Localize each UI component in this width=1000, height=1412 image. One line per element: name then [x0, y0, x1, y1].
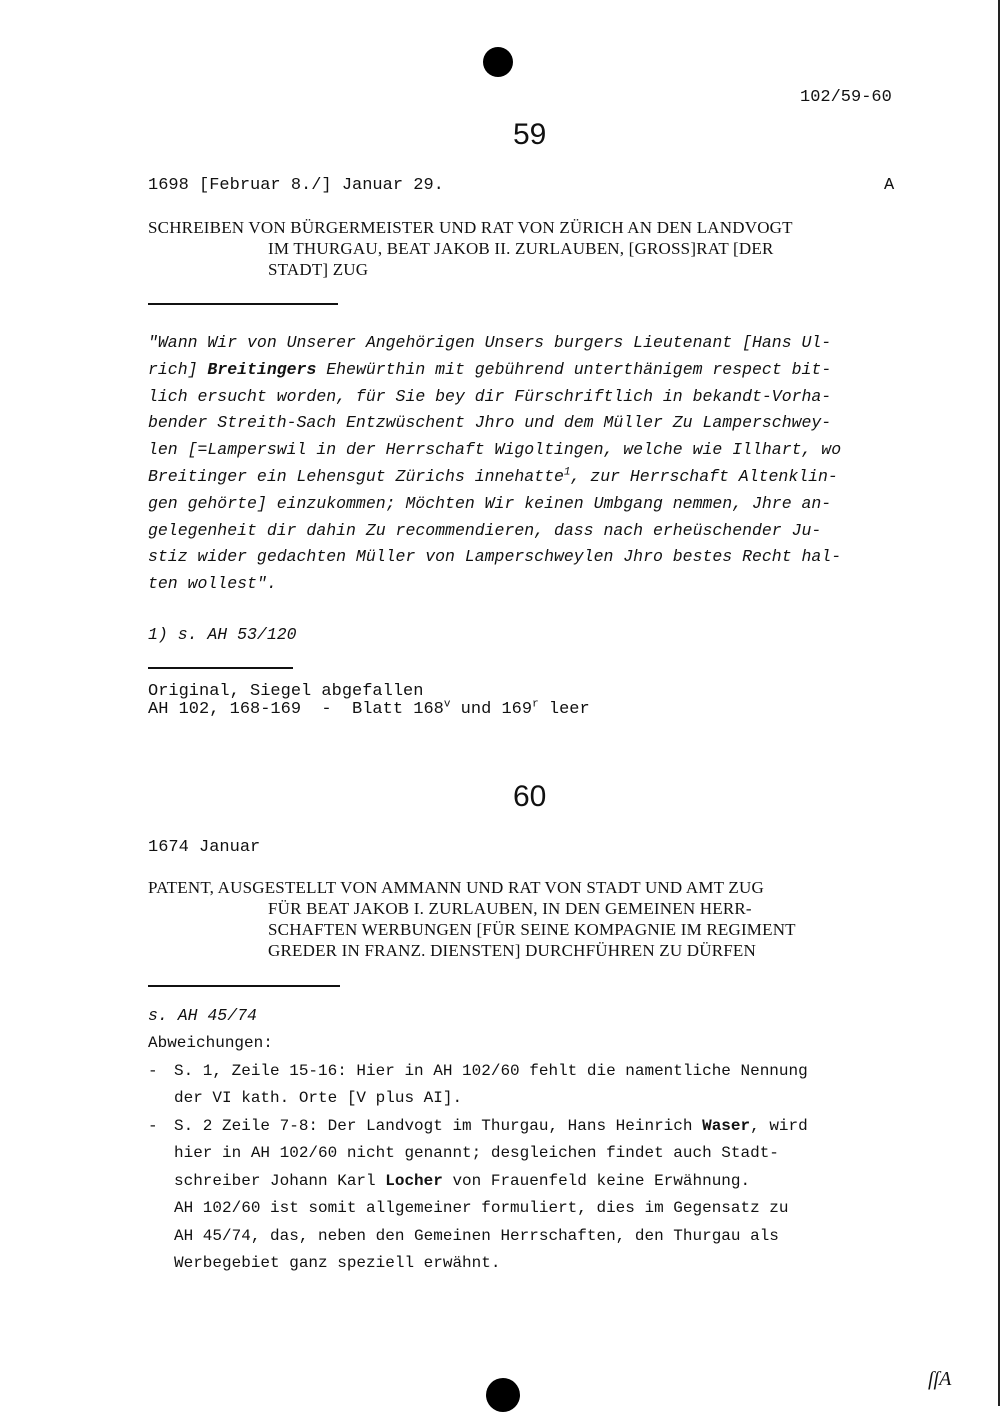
document-date-59: 1698 [Februar 8./] Januar 29.	[148, 176, 444, 195]
section-divider	[148, 303, 338, 305]
section-divider	[148, 985, 340, 987]
list-item: - S. 1, Zeile 15-16: Hier in AH 102/60 fehlt die namentliche Nennung	[148, 1058, 918, 1086]
source-line: AH 102, 168-169 - Blatt 168$^v$ und 169$^r$ leer	[148, 698, 590, 719]
bold-name-locher: Locher	[385, 1171, 443, 1190]
quote-line: gen gehörte] einzukommen; Möchten Wir keinen Umbgang nemmen, Jhre an-	[148, 493, 832, 513]
document-number-60: 60	[513, 780, 547, 813]
quote-line: rich] Breitingers Ehewürthin mit gebührend unterthänigem respect bit-	[148, 359, 832, 379]
list-item-continuation: AH 102/60 ist somit allgemeiner formuliert, dies im Gegensatz zu	[174, 1199, 789, 1217]
list-item-continuation: hier in AH 102/60 nicht genannt; desgleichen findet auch Stadt-	[174, 1144, 779, 1162]
heading-line: IM THURGAU, BEAT JAKOB II. ZURLAUBEN, [GROSS]RAT [DER	[268, 239, 774, 258]
heading-line: STADT] ZUG	[268, 260, 369, 279]
footnote: 1) s. AH 53/120	[148, 625, 297, 644]
heading-line: SCHAFTEN WERBUNGEN [FÜR SEINE KOMPAGNIE IM REGIMENT	[268, 920, 796, 939]
quote-line: ten wollest".	[148, 574, 277, 594]
document-type-letter: A	[884, 176, 895, 195]
document-number-59: 59	[513, 118, 547, 151]
quote-line: lich ersucht worden, für Sie bey dir Fürschriftlich in bekandt-Vorha-	[148, 386, 832, 406]
deviations-label: Abweichungen:	[148, 1034, 273, 1052]
document-heading-60	[148, 877, 796, 961]
reference-note: s. AH 45/74	[148, 1006, 257, 1025]
source-note	[148, 683, 590, 719]
deviations-list	[148, 1030, 918, 1278]
heading-line: FÜR BEAT JAKOB I. ZURLAUBEN, IN DEN GEMEINEN HERR-	[268, 899, 752, 918]
quote-line: Breitinger ein Lehensgut Zürichs innehatte$^1$, zur Herrschaft Altenklin-	[148, 466, 838, 486]
heading-line: PATENT, AUSGESTELLT VON AMMANN UND RAT VON STADT UND AMT ZUG	[148, 878, 764, 897]
quoted-letter-text	[148, 330, 918, 598]
document-date-60: 1674 Januar	[148, 838, 261, 857]
quote-line: stiz wider gedachten Müller von Lamperschweylen Jhro bestes Recht hal-	[148, 547, 842, 567]
list-item: - S. 2 Zeile 7-8: Der Landvogt im Thurgau, Hans Heinrich Waser, wird	[148, 1113, 918, 1141]
list-item-continuation: der VI kath. Orte [V plus AI].	[174, 1089, 463, 1107]
list-item-continuation: AH 45/74, das, neben den Gemeinen Herrschaften, den Thurgau als	[174, 1226, 779, 1245]
bold-name-waser: Waser	[702, 1116, 751, 1135]
list-item-continuation: schreiber Johann Karl Locher von Frauenfeld keine Erwähnung.	[174, 1171, 751, 1190]
quote-line: bender Streith-Sach Entzwüschent Jhro und dem Müller Zu Lamperschwey-	[148, 413, 832, 433]
archive-reference: 102/59-60	[800, 88, 892, 107]
handwritten-mark: ſſA	[928, 1368, 952, 1390]
quote-line: len [=Lamperswil in der Herrschaft Wigoltingen, welche wie Illhart, wo	[148, 440, 842, 460]
heading-line: GREDER IN FRANZ. DIENSTEN] DURCHFÜHREN ZU DÜRFEN	[268, 941, 756, 960]
list-item-continuation: Werbegebiet ganz speziell erwähnt.	[174, 1254, 501, 1272]
quote-line: gelegenheit dir dahin Zu recommendieren, dass nach erheüschender Ju-	[148, 520, 822, 540]
punch-hole-bottom	[486, 1378, 520, 1412]
section-divider	[148, 667, 293, 669]
list-dash: -	[148, 1116, 158, 1135]
heading-line: SCHREIBEN VON BÜRGERMEISTER UND RAT VON ZÜRICH AN DEN LANDVOGT	[148, 218, 793, 237]
punch-hole-top	[483, 47, 513, 77]
footnote-marker: 1	[563, 466, 571, 479]
bold-name-breitingers: Breitingers	[207, 359, 317, 379]
document-heading-59	[148, 217, 793, 280]
source-line: Original, Siegel abgefallen	[148, 682, 424, 701]
list-dash: -	[148, 1061, 158, 1080]
quote-line: "Wann Wir von Unserer Angehörigen Unsers burgers Lieutenant [Hans Ul-	[148, 333, 832, 352]
